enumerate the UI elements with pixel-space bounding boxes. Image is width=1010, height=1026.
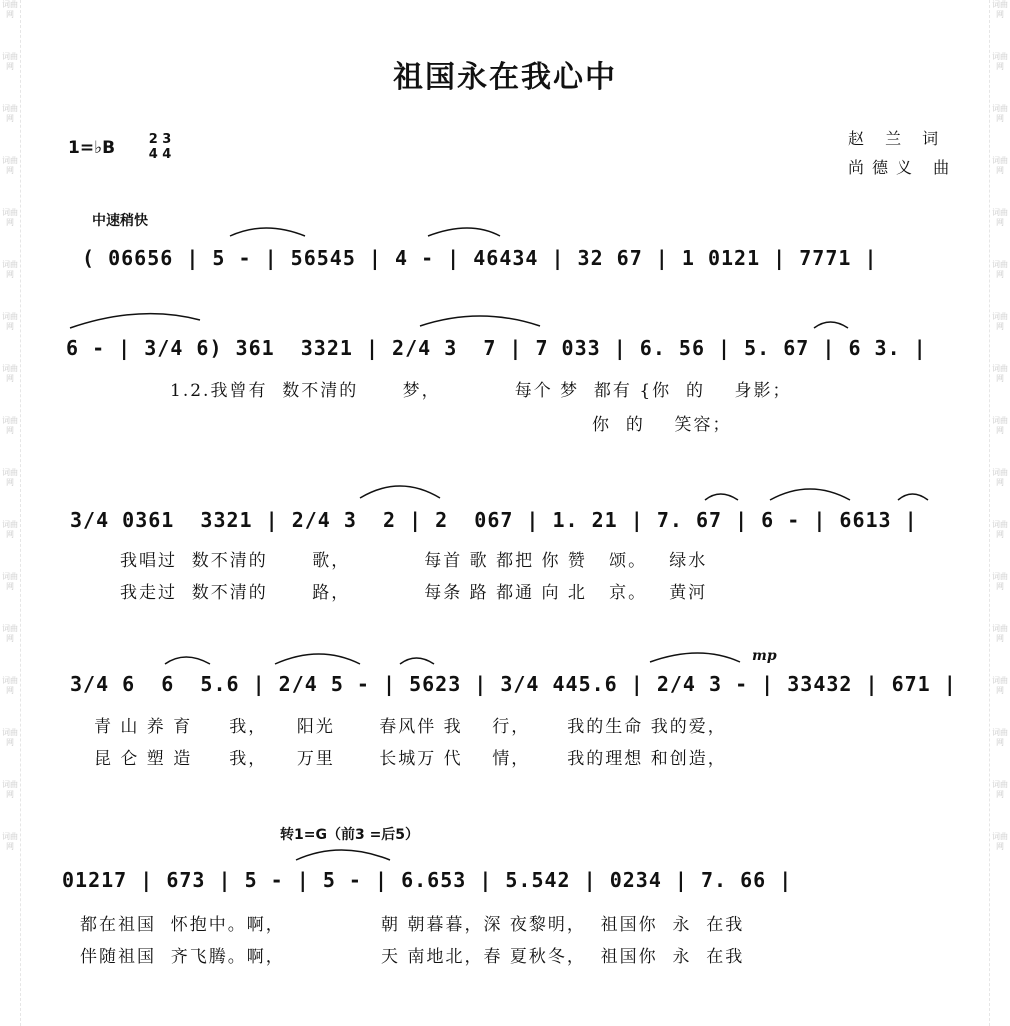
notation-row-5: 01217 | 673 | 5 - | 5 - | 6.653 | 5.542 | 0234 | 7. 66 |: [62, 868, 793, 892]
notation-row-4: 3/4 6 6 5.6 | 2/4 5 - | 5623 | 3/4 445.6 | 2/4 3 - | 33432 | 671 |: [70, 672, 957, 696]
meter-top: 2 3: [148, 132, 172, 147]
key-signature: 1=♭B: [68, 138, 116, 158]
modulation-marking: 转1=G（前3 =后5）: [280, 827, 420, 843]
watermark-left: 词曲网 词曲网 词曲网 词曲网 词曲网 词曲网 词曲网 词曲网 词曲网 词曲网 词曲网 词曲网 词曲网 词曲网 词曲网 词曲网 词曲网: [0, 0, 21, 1026]
lyric-row-2-verse-2: 你 的 笑容；: [170, 415, 732, 435]
lyric-row-4-verse-2: 昆 仑 塑 造 我， 万里 长城万 代 情， 我的理想 和创造，: [94, 749, 727, 769]
time-signature: [140, 132, 180, 162]
lyric-row-3-verse-1: 我唱过 数不清的 歌， 每首 歌 都把 你 赞 颂。 绿水: [120, 551, 708, 571]
lyric-row-5-verse-1: 都在祖国 怀抱中。啊， 朝 朝暮暮，深 夜黎明， 祖国你 永 在我: [80, 915, 745, 935]
lyricist-credit: 赵 兰 词: [848, 129, 947, 148]
watermark-right: 词曲网 词曲网 词曲网 词曲网 词曲网 词曲网 词曲网 词曲网 词曲网 词曲网 词曲网 词曲网 词曲网 词曲网 词曲网 词曲网 词曲网: [989, 0, 1010, 1026]
song-title: 祖国永在我心中: [393, 60, 617, 95]
lyric-row-3-verse-2: 我走过 数不清的 路， 每条 路 都通 向 北 京。 黄河: [120, 583, 708, 603]
meter-bottom: 4 4: [148, 147, 172, 162]
composer-credit: 尚德义 曲: [848, 158, 958, 177]
lyric-row-4-verse-1: 青 山 养 育 我， 阳光 春风伴 我 行， 我的生命 我的爱，: [94, 717, 727, 737]
tempo-marking: 中速稍快: [92, 213, 148, 229]
notation-row-2: 6 - | 3/4 6) 361 3321 | 2/4 3 7 | 7 033 | 6. 56 | 5. 67 | 6 3. |: [66, 336, 927, 360]
dynamic-marking: mp: [752, 648, 777, 664]
lyric-row-5-verse-2: 伴随祖国 齐飞腾。啊， 天 南地北，春 夏秋冬， 祖国你 永 在我: [80, 947, 745, 967]
lyric-row-2-verse-1: 1.2.我曾有 数不清的 梦， 每个 梦 都有 {你 的 身影；: [170, 381, 792, 401]
notation-row-1: ( 06656 | 5 - | 56545 | 4 - | 46434 | 32 67 | 1 0121 | 7771 |: [82, 246, 878, 270]
notation-row-3: 3/4 0361 3321 | 2/4 3 2 | 2 067 | 1. 21 | 7. 67 | 6 - | 6613 |: [70, 508, 918, 532]
